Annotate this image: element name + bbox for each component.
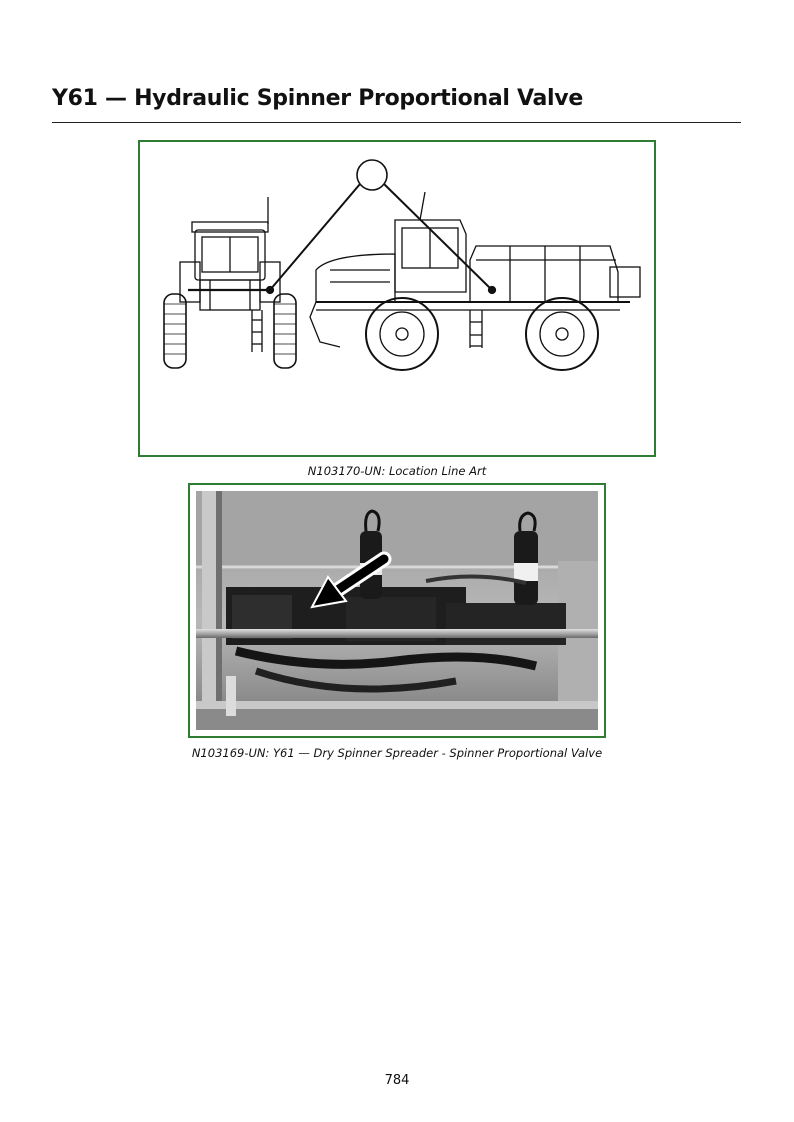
location-line-art-figure: [138, 140, 656, 457]
title-rule: [52, 122, 741, 123]
figure-caption: N103170-UN: Location Line Art: [307, 464, 487, 478]
callout-circle: [357, 160, 387, 190]
figure-caption: N103169-UN: Y61 — Dry Spinner Spreader - Spinner Proportional Valve: [191, 746, 603, 760]
valve-photo: [196, 491, 598, 730]
page-title: Y61 — Hydraulic Spinner Proportional Valve: [52, 86, 583, 111]
side-view-machine: [310, 192, 640, 370]
page-number: 784: [384, 1073, 410, 1088]
machine-line-art: [140, 142, 654, 455]
valve-photo-figure: [188, 483, 606, 738]
